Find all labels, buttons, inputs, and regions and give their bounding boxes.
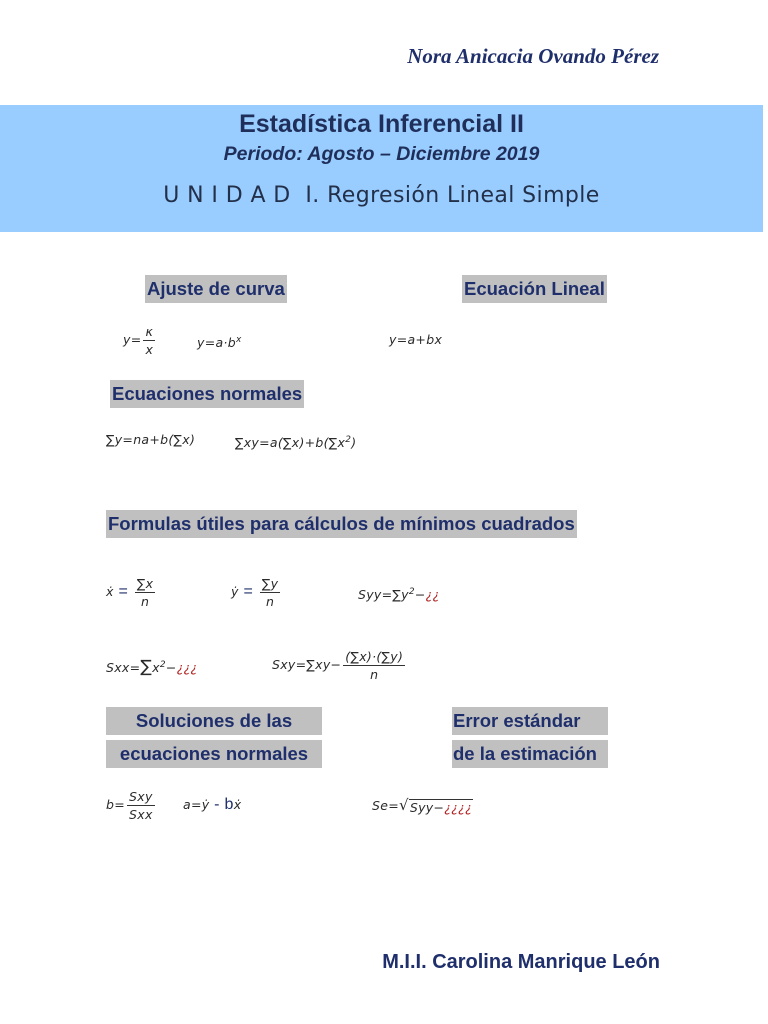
formula-normal-eq-1: [106, 425, 195, 455]
formula-syy: [358, 577, 440, 607]
formula-mean-x: [106, 577, 157, 607]
formula-text: Sxx=: [106, 660, 141, 675]
fraction-numerator: Sxy: [129, 789, 153, 804]
heading-normal-equations: Ecuaciones normales: [110, 380, 304, 408]
fraction-denominator: n: [265, 594, 275, 609]
heading-line: Error estándar: [452, 707, 608, 735]
formula-unrendered-glyphs: ¿¿¿: [176, 660, 198, 675]
course-title: Estadística Inferencial II: [239, 110, 524, 138]
fraction-denominator: Sxx: [129, 807, 153, 822]
fraction: [135, 577, 155, 608]
formula-sxy: [272, 650, 407, 680]
formula-exponent: 2: [345, 435, 352, 445]
formula-sigma: ∑: [140, 657, 153, 677]
heading-line: Soluciones de las: [106, 707, 322, 735]
heading-linear-equation: Ecuación Lineal: [462, 275, 607, 303]
author-name: Nora Anicacia Ovando Pérez: [407, 44, 659, 68]
formula-unrendered-glyphs: ¿¿: [425, 587, 440, 602]
heading-normal-equation-solutions: [106, 707, 322, 773]
formula-tail: ): [351, 435, 357, 450]
course-period: Periodo: Agosto – Diciembre 2019: [223, 143, 540, 165]
formula-text: ∑y=na+b(∑x): [106, 432, 196, 447]
formula-equals: =: [113, 583, 133, 600]
formula-operator: - b: [209, 796, 234, 813]
formula-exponential: [197, 325, 242, 355]
heading-standard-error: [452, 707, 608, 773]
formula-variable: ẋ: [233, 797, 242, 812]
formula-linear: [389, 325, 442, 355]
formula-text: a=ẏ: [183, 797, 210, 812]
instructor-name: M.I.I. Carolina Manrique León: [382, 951, 660, 973]
formula-text: y=a·b: [197, 335, 236, 350]
fraction-denominator: n: [370, 667, 379, 682]
heading-line: ecuaciones normales: [106, 740, 322, 768]
title-banner: [0, 105, 763, 232]
fraction-numerator: ∑x: [136, 576, 154, 591]
formula-text: Syy=∑y: [358, 587, 409, 602]
radical-sign: √: [399, 796, 409, 814]
formula-lhs: y=: [123, 332, 142, 347]
radicand: [409, 799, 473, 815]
fraction-numerator: κ: [145, 324, 154, 339]
formula-text: y=a+bx: [389, 332, 443, 347]
formula-mean-y: [231, 577, 282, 607]
formula-variable: ẋ: [106, 584, 114, 599]
heading-curve-fit: Ajuste de curva: [145, 275, 287, 303]
formula-variable: ẏ: [231, 584, 239, 599]
fraction-denominator: n: [140, 594, 150, 609]
formula-exponent: x: [235, 335, 242, 345]
formula-text: ∑xy=a(∑x)+b(∑x: [235, 435, 346, 450]
formula-exponent: 2: [408, 587, 415, 597]
fraction: [127, 790, 155, 821]
formula-text: Sxy=∑xy−: [272, 657, 342, 672]
formula-text: Syy−: [409, 799, 445, 815]
formula-lhs: b=: [106, 797, 126, 812]
formula-unrendered-glyphs: ¿¿¿¿: [444, 799, 473, 815]
formula-slope: [106, 790, 157, 820]
formula-intercept: [183, 790, 241, 820]
fraction: [343, 650, 405, 681]
formula-normal-eq-2: [235, 425, 356, 455]
fraction: [260, 577, 280, 608]
fraction: [143, 325, 155, 356]
formula-lhs: Se=: [372, 798, 399, 813]
heading-useful-formulas: Formulas útiles para cálculos de mínimos cuadrados: [106, 510, 577, 538]
formula-exponent: 2: [159, 660, 166, 670]
formula-hyperbola: [123, 325, 157, 355]
formula-sxx: [106, 650, 198, 680]
fraction-numerator: (∑x)·(∑y): [345, 649, 404, 664]
unit-title: U N I D A D I. Regresión Lineal Simple: [163, 183, 600, 208]
fraction-numerator: ∑y: [261, 576, 279, 591]
fraction-denominator: x: [145, 342, 154, 357]
formula-equals: =: [238, 583, 258, 600]
formula-operator: −: [165, 660, 177, 675]
formula-standard-error: [372, 790, 473, 820]
formula-operator: −: [414, 587, 426, 602]
heading-line: de la estimación: [452, 740, 608, 768]
formula-variable: x: [152, 660, 160, 675]
